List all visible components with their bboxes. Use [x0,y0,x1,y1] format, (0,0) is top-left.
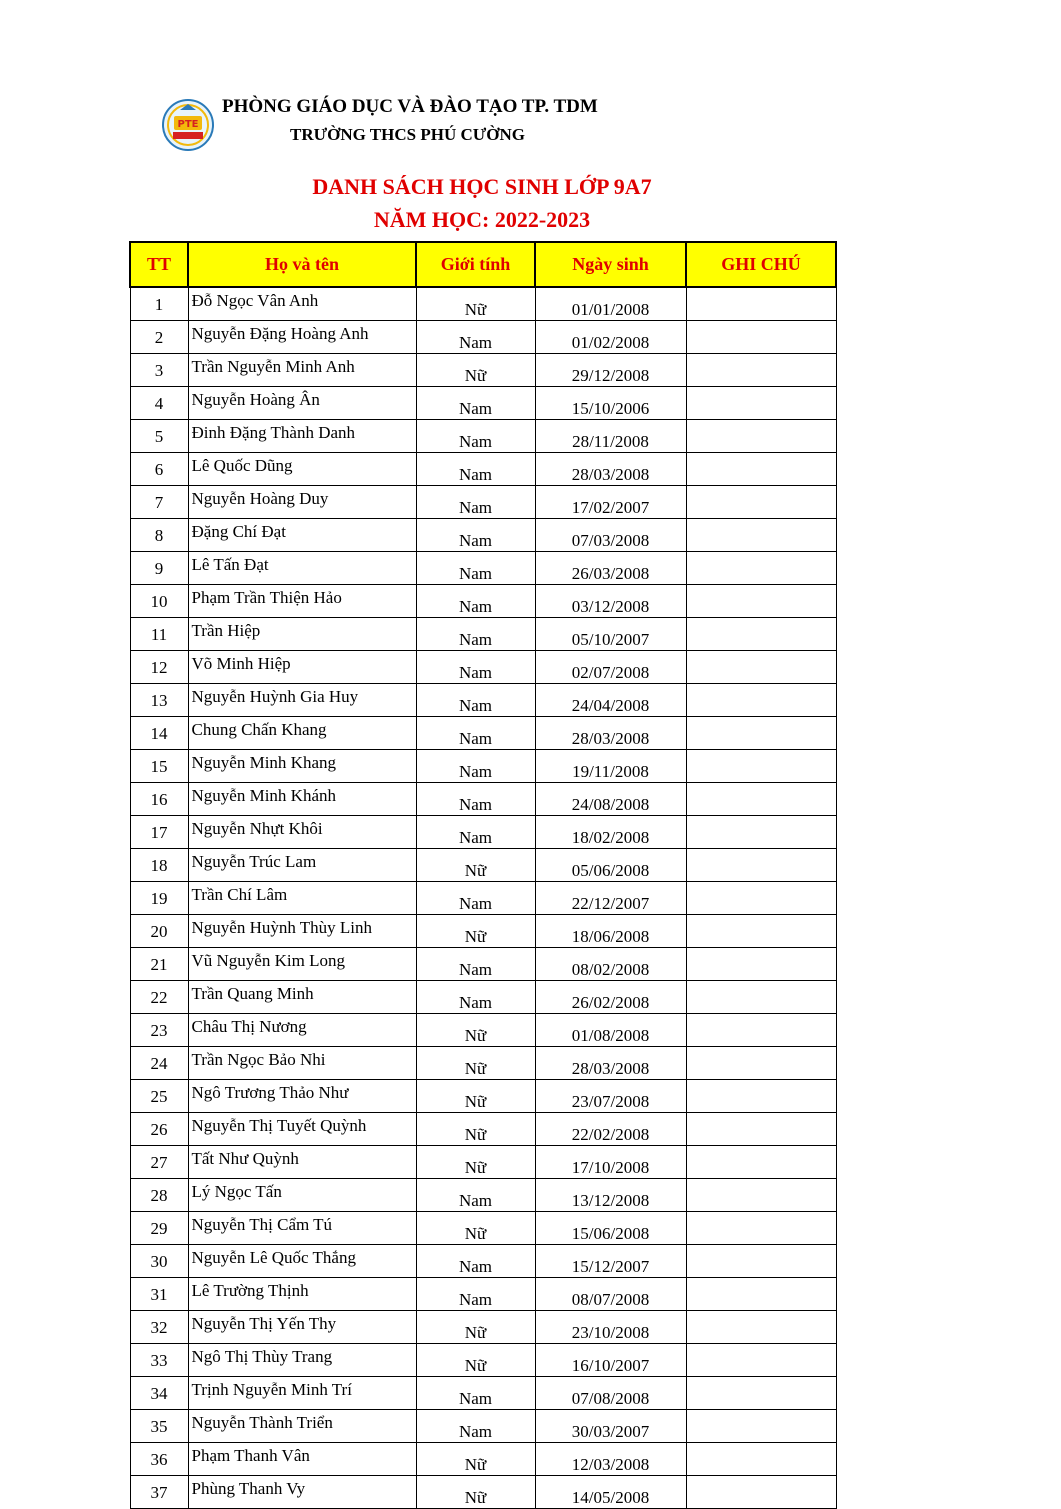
department-name: PHÒNG GIÁO DỤC VÀ ĐÀO TẠO TP. TDM [222,96,598,117]
cell-gender: Nữ [416,1344,535,1377]
cell-name: Nguyễn Trúc Lam [188,849,416,882]
cell-gender: Nữ [416,1080,535,1113]
cell-name: Trần Ngọc Bảo Nhi [188,1047,416,1080]
cell-tt: 18 [130,849,188,882]
cell-name: Đặng Chí Đạt [188,519,416,552]
table-row [130,849,836,882]
cell-dob: 07/08/2008 [535,1377,686,1410]
cell-name: Phạm Thanh Vân [188,1443,416,1476]
cell-gender: Nam [416,783,535,816]
cell-dob: 22/02/2008 [535,1113,686,1146]
cell-note [686,552,836,585]
table-row [130,783,836,816]
table-header-row [130,242,836,287]
cell-gender: Nữ [416,1443,535,1476]
cell-dob: 24/04/2008 [535,684,686,717]
cell-gender: Nam [416,618,535,651]
cell-tt: 25 [130,1080,188,1113]
table-row [130,882,836,915]
table-row [130,1476,836,1509]
cell-gender: Nam [416,486,535,519]
cell-note [686,717,836,750]
cell-note [686,1476,836,1509]
cell-note [686,321,836,354]
page-title: DANH SÁCH HỌC SINH LỚP 9A7 [312,174,652,199]
cell-tt: 8 [130,519,188,552]
cell-name: Nguyễn Hoàng Ân [188,387,416,420]
cell-note [686,783,836,816]
cell-tt: 20 [130,915,188,948]
column-header-tt: TT [130,242,188,287]
cell-note [686,453,836,486]
cell-note [686,354,836,387]
cell-tt: 12 [130,651,188,684]
cell-note [686,1113,836,1146]
cell-gender: Nữ [416,1047,535,1080]
cell-dob: 28/03/2008 [535,717,686,750]
table-row [130,1212,836,1245]
cell-tt: 16 [130,783,188,816]
cell-name: Vũ Nguyễn Kim Long [188,948,416,981]
cell-dob: 01/08/2008 [535,1014,686,1047]
cell-tt: 29 [130,1212,188,1245]
table-row [130,981,836,1014]
cell-name: Nguyễn Minh Khánh [188,783,416,816]
table-row [130,1278,836,1311]
table-row [130,453,836,486]
cell-dob: 24/08/2008 [535,783,686,816]
table-row [130,1344,836,1377]
cell-gender: Nam [416,1245,535,1278]
cell-note [686,1344,836,1377]
cell-name: Đinh Đặng Thành Danh [188,420,416,453]
table-row [130,1410,836,1443]
cell-name: Nguyễn Hoàng Duy [188,486,416,519]
cell-note [686,1179,836,1212]
cell-tt: 30 [130,1245,188,1278]
cell-tt: 23 [130,1014,188,1047]
cell-tt: 34 [130,1377,188,1410]
cell-note [686,387,836,420]
cell-note [686,1410,836,1443]
cell-tt: 11 [130,618,188,651]
cell-tt: 3 [130,354,188,387]
cell-dob: 02/07/2008 [535,651,686,684]
cell-tt: 28 [130,1179,188,1212]
cell-dob: 17/02/2007 [535,486,686,519]
svg-text:PTE: PTE [177,119,199,130]
cell-note [686,1080,836,1113]
cell-name: Ngô Thị Thùy Trang [188,1344,416,1377]
cell-tt: 21 [130,948,188,981]
cell-dob: 23/10/2008 [535,1311,686,1344]
cell-note [686,948,836,981]
cell-name: Võ Minh Hiệp [188,651,416,684]
cell-tt: 36 [130,1443,188,1476]
table-row [130,1443,836,1476]
cell-note [686,1443,836,1476]
cell-name: Trần Nguyễn Minh Anh [188,354,416,387]
cell-name: Nguyễn Thị Yến Thy [188,1311,416,1344]
cell-note [686,1245,836,1278]
table-row [130,321,836,354]
cell-note [686,816,836,849]
cell-gender: Nam [416,948,535,981]
cell-gender: Nữ [416,1311,535,1344]
cell-dob: 13/12/2008 [535,1179,686,1212]
student-table [129,241,837,1509]
cell-dob: 01/01/2008 [535,287,686,321]
cell-dob: 05/10/2007 [535,618,686,651]
cell-dob: 26/02/2008 [535,981,686,1014]
column-header-dob: Ngày sinh [535,242,686,287]
cell-dob: 15/06/2008 [535,1212,686,1245]
cell-dob: 16/10/2007 [535,1344,686,1377]
school-name: TRƯỜNG THCS PHÚ CƯỜNG [290,125,526,144]
cell-tt: 10 [130,585,188,618]
cell-tt: 9 [130,552,188,585]
cell-note [686,651,836,684]
cell-dob: 22/12/2007 [535,882,686,915]
cell-note [686,882,836,915]
cell-name: Nguyễn Thành Triển [188,1410,416,1443]
cell-note [686,287,836,321]
cell-name: Nguyễn Nhựt Khôi [188,816,416,849]
cell-note [686,1146,836,1179]
table-row [130,618,836,651]
cell-name: Trần Hiệp [188,618,416,651]
table-row [130,519,836,552]
cell-tt: 32 [130,1311,188,1344]
cell-note [686,585,836,618]
table-row [130,948,836,981]
column-header-note: GHI CHÚ [686,242,836,287]
table-row [130,1014,836,1047]
cell-tt: 22 [130,981,188,1014]
table-row [130,387,836,420]
cell-note [686,1311,836,1344]
cell-dob: 28/11/2008 [535,420,686,453]
cell-name: Đỗ Ngọc Vân Anh [188,287,416,321]
table-row [130,915,836,948]
cell-dob: 03/12/2008 [535,585,686,618]
cell-gender: Nam [416,882,535,915]
cell-dob: 15/12/2007 [535,1245,686,1278]
cell-tt: 33 [130,1344,188,1377]
cell-name: Lê Quốc Dũng [188,453,416,486]
table-row [130,1047,836,1080]
cell-name: Nguyễn Huỳnh Thùy Linh [188,915,416,948]
cell-dob: 30/03/2007 [535,1410,686,1443]
cell-dob: 14/05/2008 [535,1476,686,1509]
cell-gender: Nữ [416,1146,535,1179]
cell-gender: Nam [416,717,535,750]
school-logo-icon [160,98,216,152]
cell-name: Lê Trường Thịnh [188,1278,416,1311]
cell-tt: 4 [130,387,188,420]
cell-gender: Nam [416,651,535,684]
cell-tt: 13 [130,684,188,717]
cell-dob: 15/10/2006 [535,387,686,420]
cell-tt: 5 [130,420,188,453]
cell-note [686,1278,836,1311]
cell-name: Tất Như Quỳnh [188,1146,416,1179]
cell-dob: 08/02/2008 [535,948,686,981]
cell-name: Trần Quang Minh [188,981,416,1014]
cell-gender: Nam [416,1179,535,1212]
cell-name: Trịnh Nguyễn Minh Trí [188,1377,416,1410]
cell-gender: Nam [416,981,535,1014]
cell-tt: 17 [130,816,188,849]
cell-name: Nguyễn Minh Khang [188,750,416,783]
cell-dob: 28/03/2008 [535,1047,686,1080]
cell-tt: 26 [130,1113,188,1146]
cell-gender: Nam [416,387,535,420]
table-row [130,287,836,321]
table-row [130,552,836,585]
cell-note [686,915,836,948]
cell-tt: 35 [130,1410,188,1443]
cell-gender: Nữ [416,1014,535,1047]
cell-gender: Nữ [416,287,535,321]
cell-name: Phạm Trần Thiện Hảo [188,585,416,618]
cell-name: Nguyễn Thị Tuyết Quỳnh [188,1113,416,1146]
table-row [130,1146,836,1179]
cell-gender: Nữ [416,1212,535,1245]
cell-dob: 05/06/2008 [535,849,686,882]
table-row [130,1080,836,1113]
cell-name: Nguyễn Đặng Hoàng Anh [188,321,416,354]
school-year: NĂM HỌC: 2022-2023 [373,207,591,232]
cell-dob: 18/02/2008 [535,816,686,849]
cell-note [686,486,836,519]
table-row [130,1311,836,1344]
cell-dob: 07/03/2008 [535,519,686,552]
cell-dob: 18/06/2008 [535,915,686,948]
cell-note [686,1014,836,1047]
cell-note [686,684,836,717]
cell-note [686,1047,836,1080]
cell-gender: Nam [416,519,535,552]
cell-gender: Nam [416,684,535,717]
cell-note [686,519,836,552]
table-row [130,651,836,684]
cell-name: Lý Ngọc Tấn [188,1179,416,1212]
table-row [130,750,836,783]
table-row [130,717,836,750]
cell-tt: 15 [130,750,188,783]
cell-name: Nguyễn Huỳnh Gia Huy [188,684,416,717]
cell-note [686,618,836,651]
cell-dob: 26/03/2008 [535,552,686,585]
table-row [130,1113,836,1146]
cell-tt: 1 [130,287,188,321]
cell-gender: Nam [416,321,535,354]
cell-name: Lê Tấn Đạt [188,552,416,585]
table-row [130,1179,836,1212]
cell-tt: 24 [130,1047,188,1080]
cell-dob: 28/03/2008 [535,453,686,486]
cell-note [686,750,836,783]
table-row [130,585,836,618]
cell-gender: Nam [416,1410,535,1443]
cell-gender: Nữ [416,849,535,882]
cell-dob: 17/10/2008 [535,1146,686,1179]
cell-dob: 23/07/2008 [535,1080,686,1113]
column-header-gender: Giới tính [416,242,535,287]
table-row [130,1245,836,1278]
cell-tt: 31 [130,1278,188,1311]
cell-note [686,1212,836,1245]
cell-name: Chung Chấn Khang [188,717,416,750]
cell-dob: 12/03/2008 [535,1443,686,1476]
table-row [130,420,836,453]
cell-note [686,1377,836,1410]
cell-gender: Nam [416,420,535,453]
cell-dob: 19/11/2008 [535,750,686,783]
cell-name: Phùng Thanh Vy [188,1476,416,1509]
column-header-name: Họ và tên [188,242,416,287]
cell-gender: Nam [416,585,535,618]
cell-gender: Nam [416,1377,535,1410]
table-row [130,816,836,849]
cell-gender: Nam [416,453,535,486]
cell-name: Châu Thị Nương [188,1014,416,1047]
cell-tt: 14 [130,717,188,750]
cell-gender: Nữ [416,915,535,948]
cell-tt: 6 [130,453,188,486]
cell-gender: Nữ [416,354,535,387]
cell-tt: 27 [130,1146,188,1179]
cell-name: Ngô Trương Thảo Như [188,1080,416,1113]
cell-gender: Nam [416,816,535,849]
table-row [130,684,836,717]
cell-tt: 19 [130,882,188,915]
cell-gender: Nam [416,750,535,783]
cell-name: Nguyễn Lê Quốc Thắng [188,1245,416,1278]
table-row [130,486,836,519]
cell-tt: 37 [130,1476,188,1509]
cell-note [686,420,836,453]
cell-dob: 29/12/2008 [535,354,686,387]
cell-gender: Nam [416,1278,535,1311]
table-row [130,354,836,387]
cell-dob: 08/07/2008 [535,1278,686,1311]
cell-name: Nguyễn Thị Cẩm Tú [188,1212,416,1245]
cell-gender: Nữ [416,1476,535,1509]
cell-note [686,849,836,882]
cell-dob: 01/02/2008 [535,321,686,354]
cell-note [686,981,836,1014]
cell-tt: 7 [130,486,188,519]
cell-name: Trần Chí Lâm [188,882,416,915]
cell-tt: 2 [130,321,188,354]
table-row [130,1377,836,1410]
cell-gender: Nữ [416,1113,535,1146]
cell-gender: Nam [416,552,535,585]
